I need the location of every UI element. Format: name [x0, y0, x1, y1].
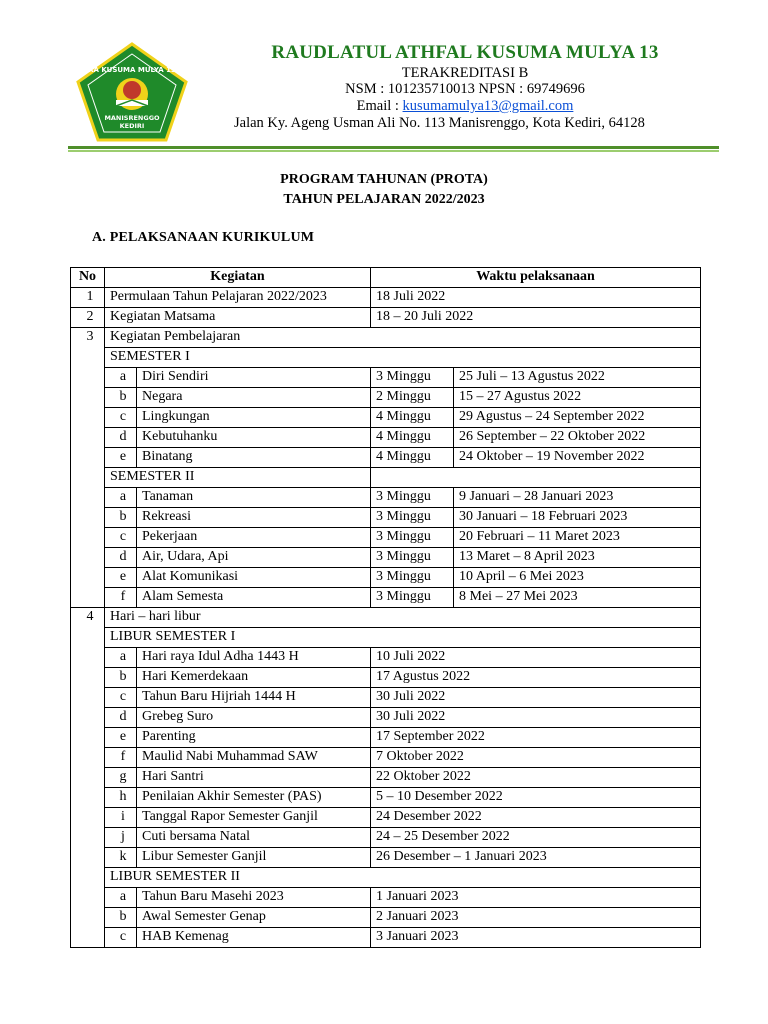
duration-weeks: 3 Minggu	[371, 488, 454, 508]
holiday-date: 22 Oktober 2022	[371, 768, 701, 788]
item-letter: a	[105, 888, 137, 908]
date-range: 20 Februari – 11 Maret 2023	[454, 528, 701, 548]
email-link[interactable]: kusumamulya13@gmail.com	[402, 98, 574, 114]
holiday-name: Tanggal Rapor Semester Ganjil	[137, 808, 371, 828]
semester-label: SEMESTER II	[105, 468, 371, 488]
holiday-row	[71, 808, 701, 828]
school-logo	[76, 42, 188, 142]
holiday-date: 24 Desember 2022	[371, 808, 701, 828]
item-letter: b	[105, 388, 137, 408]
accreditation: TERAKREDITASI B	[401, 65, 529, 81]
document-subtitle: TAHUN PELAJARAN 2022/2023	[283, 192, 485, 207]
lesson-row	[71, 548, 701, 568]
lesson-row	[71, 388, 701, 408]
lesson-row	[71, 488, 701, 508]
item-letter: c	[105, 928, 137, 948]
holiday-date: 3 Januari 2023	[371, 928, 701, 948]
holiday-row	[71, 788, 701, 808]
theme-name: Lingkungan	[137, 408, 371, 428]
holiday-date: 10 Juli 2022	[371, 648, 701, 668]
holiday-date: 30 Juli 2022	[371, 708, 701, 728]
holiday-name: Tahun Baru Hijriah 1444 H	[137, 688, 371, 708]
holiday-name: Parenting	[137, 728, 371, 748]
date-range: 9 Januari – 28 Januari 2023	[454, 488, 701, 508]
holiday-date: 2 Januari 2023	[371, 908, 701, 928]
duration-weeks: 4 Minggu	[371, 408, 454, 428]
duration-weeks: 3 Minggu	[371, 588, 454, 608]
holiday-date: 17 Agustus 2022	[371, 668, 701, 688]
item-letter: g	[105, 768, 137, 788]
logo-top-text: RA KUSUMA MULYA 13	[88, 66, 176, 74]
date-range: 30 Januari – 18 Februari 2023	[454, 508, 701, 528]
logo-bottom-text-2: KEDIRI	[119, 122, 145, 130]
address: Jalan Ky. Ageng Usman Ali No. 113 Manisrenggo, Kota Kediri, 64128	[234, 115, 645, 131]
holiday-name: Libur Semester Ganjil	[137, 848, 371, 868]
registration-numbers: NSM : 101235710013 NPSN : 69749696	[345, 81, 585, 97]
item-letter: b	[105, 508, 137, 528]
lesson-row	[71, 448, 701, 468]
logo-bottom-text: MANISRENGGO	[104, 114, 160, 122]
item-letter: a	[105, 648, 137, 668]
semester-row	[71, 628, 701, 648]
lesson-row	[71, 428, 701, 448]
header-divider	[68, 146, 719, 149]
holiday-semester-label: LIBUR SEMESTER I	[105, 628, 701, 648]
duration-weeks: 3 Minggu	[371, 548, 454, 568]
item-letter: b	[105, 668, 137, 688]
item-letter: b	[105, 908, 137, 928]
date-range: 8 Mei – 27 Mei 2023	[454, 588, 701, 608]
item-letter: e	[105, 568, 137, 588]
table-row	[71, 288, 701, 308]
holiday-row	[71, 668, 701, 688]
holiday-date: 17 September 2022	[371, 728, 701, 748]
row-number: 1	[71, 288, 105, 308]
holiday-name: Hari raya Idul Adha 1443 H	[137, 648, 371, 668]
lesson-row	[71, 368, 701, 388]
holiday-row	[71, 828, 701, 848]
holiday-row	[71, 688, 701, 708]
theme-name: Kebutuhanku	[137, 428, 371, 448]
item-letter: d	[105, 428, 137, 448]
semester-row	[71, 868, 701, 888]
holiday-row	[71, 888, 701, 908]
holiday-row	[71, 708, 701, 728]
item-letter: d	[105, 548, 137, 568]
holiday-date: 1 Januari 2023	[371, 888, 701, 908]
item-letter: e	[105, 448, 137, 468]
school-name: RAUDLATUL ATHFAL KUSUMA MULYA 13	[271, 42, 659, 63]
duration-weeks: 4 Minggu	[371, 448, 454, 468]
email-line	[190, 98, 740, 115]
activity-cell: Kegiatan Pembelajaran	[105, 328, 701, 348]
date-range: 15 – 27 Agustus 2022	[454, 388, 701, 408]
holiday-name: Cuti bersama Natal	[137, 828, 371, 848]
holiday-date: 7 Oktober 2022	[371, 748, 701, 768]
date-range: 26 September – 22 Oktober 2022	[454, 428, 701, 448]
date-range: 13 Maret – 8 April 2023	[454, 548, 701, 568]
header-no: No	[71, 268, 105, 288]
theme-name: Air, Udara, Api	[137, 548, 371, 568]
holiday-row	[71, 748, 701, 768]
semester-row	[71, 348, 701, 368]
item-letter: j	[105, 828, 137, 848]
item-letter: h	[105, 788, 137, 808]
theme-name: Diri Sendiri	[137, 368, 371, 388]
header-time: Waktu pelaksanaan	[371, 268, 701, 288]
holiday-name: Grebeg Suro	[137, 708, 371, 728]
duration-weeks: 2 Minggu	[371, 388, 454, 408]
theme-name: Alam Semesta	[137, 588, 371, 608]
item-letter: a	[105, 368, 137, 388]
duration-weeks: 3 Minggu	[371, 528, 454, 548]
holiday-row	[71, 908, 701, 928]
holiday-name: Hari Kemerdekaan	[137, 668, 371, 688]
email-label: Email :	[356, 98, 403, 114]
table-row	[71, 328, 701, 348]
item-letter: d	[105, 708, 137, 728]
theme-name: Binatang	[137, 448, 371, 468]
table-row	[71, 308, 701, 328]
row-number: 4	[71, 608, 105, 948]
item-letter: i	[105, 808, 137, 828]
duration-weeks: 3 Minggu	[371, 508, 454, 528]
holiday-row	[71, 848, 701, 868]
item-letter: c	[105, 688, 137, 708]
activity-cell: Hari – hari libur	[105, 608, 701, 628]
date-range: 25 Juli – 13 Agustus 2022	[454, 368, 701, 388]
item-letter: c	[105, 408, 137, 428]
holiday-row	[71, 648, 701, 668]
item-letter: k	[105, 848, 137, 868]
item-letter: c	[105, 528, 137, 548]
lesson-row	[71, 568, 701, 588]
theme-name: Tanaman	[137, 488, 371, 508]
date-range: 10 April – 6 Mei 2023	[454, 568, 701, 588]
item-letter: f	[105, 748, 137, 768]
semester-row	[71, 468, 701, 488]
holiday-name: Penilaian Akhir Semester (PAS)	[137, 788, 371, 808]
lesson-row	[71, 588, 701, 608]
duration-weeks: 4 Minggu	[371, 428, 454, 448]
item-letter: f	[105, 588, 137, 608]
theme-name: Negara	[137, 388, 371, 408]
table-row	[71, 608, 701, 628]
holiday-name: Tahun Baru Masehi 2023	[137, 888, 371, 908]
semester-label: SEMESTER I	[105, 348, 701, 368]
activity-cell: Permulaan Tahun Pelajaran 2022/2023	[105, 288, 371, 308]
duration-weeks: 3 Minggu	[371, 368, 454, 388]
holiday-semester-label: LIBUR SEMESTER II	[105, 868, 701, 888]
date-range: 24 Oktober – 19 November 2022	[454, 448, 701, 468]
item-letter: e	[105, 728, 137, 748]
holiday-name: Hari Santri	[137, 768, 371, 788]
header-activity: Kegiatan	[105, 268, 371, 288]
holiday-date: 24 – 25 Desember 2022	[371, 828, 701, 848]
theme-name: Rekreasi	[137, 508, 371, 528]
holiday-date: 5 – 10 Desember 2022	[371, 788, 701, 808]
holiday-row	[71, 768, 701, 788]
activity-cell: Kegiatan Matsama	[105, 308, 371, 328]
item-letter: a	[105, 488, 137, 508]
theme-name: Alat Komunikasi	[137, 568, 371, 588]
time-cell: 18 – 20 Juli 2022	[371, 308, 701, 328]
holiday-name: HAB Kemenag	[137, 928, 371, 948]
section-heading: A. PELAKSANAAN KURIKULUM	[92, 230, 315, 245]
duration-weeks: 3 Minggu	[371, 568, 454, 588]
holiday-row	[71, 728, 701, 748]
row-number: 2	[71, 308, 105, 328]
time-cell: 18 Juli 2022	[371, 288, 701, 308]
row-number: 3	[71, 328, 105, 608]
header-divider-light	[68, 150, 719, 152]
theme-name: Pekerjaan	[137, 528, 371, 548]
lesson-row	[71, 528, 701, 548]
prota-table	[70, 267, 701, 948]
document-title: PROGRAM TAHUNAN (PROTA)	[280, 172, 488, 187]
holiday-date: 26 Desember – 1 Januari 2023	[371, 848, 701, 868]
holiday-name: Maulid Nabi Muhammad SAW	[137, 748, 371, 768]
empty-cell	[371, 468, 701, 488]
table-header-row	[71, 268, 701, 288]
lesson-row	[71, 408, 701, 428]
holiday-row	[71, 928, 701, 948]
holiday-date: 30 Juli 2022	[371, 688, 701, 708]
date-range: 29 Agustus – 24 September 2022	[454, 408, 701, 428]
lesson-row	[71, 508, 701, 528]
holiday-name: Awal Semester Genap	[137, 908, 371, 928]
